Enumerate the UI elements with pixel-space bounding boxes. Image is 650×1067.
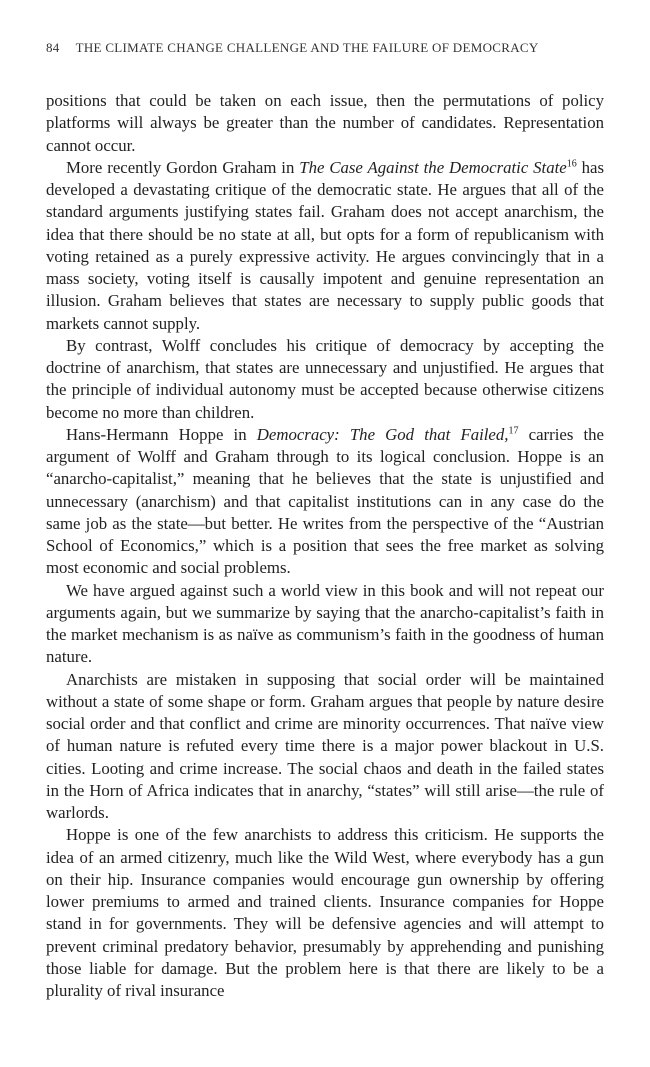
page-number: 84 bbox=[46, 40, 60, 55]
running-header bbox=[46, 40, 604, 56]
running-title: THE CLIMATE CHANGE CHALLENGE AND THE FAILURE OF DEMOCRACY bbox=[75, 40, 539, 55]
paragraph-3: By contrast, Wolff concludes his critique of democracy by accepting the doctrine of anarchism, that states are unnecessary and unjustified. He argues that the principle of individual autonomy must be accepted because otherwise citizens become no more than children. bbox=[46, 335, 604, 422]
book-title-democracy-god-that-failed: Democracy: The God that Failed, bbox=[256, 424, 509, 444]
paragraph-4-body: carries the argument of Wolff and Graham through to its logical conclusion. Hoppe is an “anarcho-capitalist,” meaning that he believes that the state is unjustified and unnecessary (anarchism) and that capitalist institutions can in any case do the same job as the state—but better. He writes from the perspective of the “Austrian School of Economics,” which is a position that sees the free market as solving most economic and social problems. bbox=[46, 424, 604, 578]
paragraph-2 bbox=[46, 157, 604, 335]
paragraph-7: Hoppe is one of the few anarchists to address this criticism. He supports the idea of an armed citizenry, much like the Wild West, where everybody has a gun on their hip. Insurance companies would encourage gun ownership by offering lower premiums to armed and trained clients. Insurance companies for Hoppe stand in for governments. They will be defensive agencies and will attempt to prevent criminal predatory behavior, presumably by apprehending and punishing those liable for damage. But the problem here is that there are likely to be a plurality of rival insurance bbox=[46, 825, 604, 1000]
paragraph-5: We have argued against such a world view in this book and will not repeat our arguments again, but we summarize by saying that the anarcho-capitalist’s faith in the market mechanism is as naïve as communism’s faith in the goodness of human nature. bbox=[46, 580, 604, 667]
paragraph-1: positions that could be taken on each issue, then the permutations of policy platforms will always be greater than the number of candidates. Representation cannot occur. bbox=[46, 91, 604, 155]
footnote-ref-16: 16 bbox=[566, 158, 577, 170]
paragraph-4 bbox=[46, 424, 604, 580]
paragraph-6: Anarchists are mistaken in supposing that social order will be maintained without a state of some shape or form. Graham argues that people by nature desire social order and that conflict and crime are minority occurrences. That naïve view of human nature is refuted every time there is a major power blackout in U.S. cities. Looting and crime increase. The social chaos and death in the failed states in the Horn of Africa indicates that in anarchy, “states” will still arise—the rule of warlords. bbox=[46, 669, 604, 822]
paragraph-2-lead: More recently Gordon Graham in bbox=[66, 157, 300, 177]
book-title-case-against-democratic-state: The Case Against the Democratic State bbox=[299, 157, 567, 177]
paragraph-4-lead: Hans-Hermann Hoppe in bbox=[66, 424, 257, 444]
book-page bbox=[46, 40, 604, 1002]
footnote-ref-17: 17 bbox=[508, 425, 519, 437]
paragraph-2-body: has developed a devastating critique of the democratic state. He argues that all of the standard arguments justifying states fail. Graham does not accept anarchism, the idea that there should be no state at all, but opts for a form of republicanism with voting retained as a purely expressive activity. He argues convincingly that in a mass society, voting itself is causally impotent and genuine representation an illusion. Graham believes that states are necessary to supply public goods that markets cannot supply. bbox=[46, 157, 605, 333]
body-text bbox=[46, 90, 604, 1002]
